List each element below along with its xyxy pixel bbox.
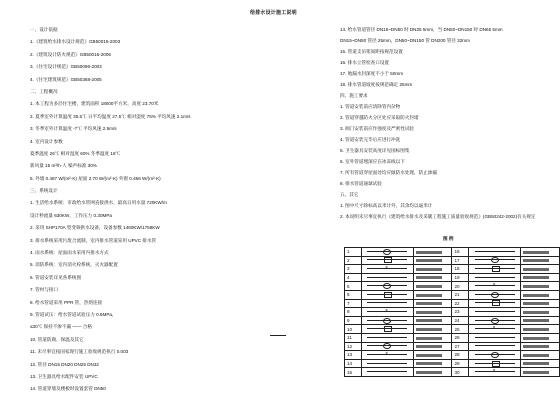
pipe-symbol-icon	[475, 343, 515, 348]
legend-symbol	[361, 351, 413, 360]
legend-description	[413, 299, 452, 308]
pipe-symbol-icon	[367, 257, 407, 262]
pipe-symbol-icon: ×	[492, 282, 496, 289]
note-line: 14. 管道穿墙及楼板时设置套管 DN50	[30, 386, 106, 392]
note-line: 2. 夏季室外计算温度 35.5℃ 日平均温度 27.5℃ 相对湿度 75% 平均风速 2.1m/s	[30, 113, 191, 119]
legend-symbol	[361, 359, 413, 368]
note-line: 3.《住宅设计规范》GB50096-2003	[30, 64, 102, 70]
note-line: 3. 阀门安装前应作强度及严密性试验	[340, 126, 415, 131]
legend-description	[413, 248, 452, 257]
legend-symbol	[469, 325, 521, 334]
note-line: 18. 排水管道坡度按规范确定 25mm	[340, 82, 413, 87]
legend-description	[413, 316, 452, 325]
legend-description	[521, 265, 560, 274]
pipe-symbol-icon	[367, 249, 407, 254]
note-line: 9. 管道试压：给水管道试验压力 0.6MPa，	[30, 311, 117, 317]
legend-description	[413, 342, 452, 351]
legend-number: 4	[345, 273, 362, 282]
pipe-symbol-icon: ×	[492, 325, 496, 332]
note-line: 8. 给水管道采用 PPR 管，热熔连接	[30, 299, 103, 305]
pipe-symbol-icon: ×	[385, 307, 389, 314]
legend-row	[345, 299, 560, 308]
legend-number: 16	[452, 248, 469, 257]
note-line: 11. 未尽事宜按国家现行施工验收规范执行 0.003	[30, 349, 129, 355]
legend-row	[345, 359, 560, 368]
legend-description	[521, 351, 560, 360]
pipe-symbol-icon	[475, 300, 515, 305]
legend-description	[413, 351, 452, 360]
pipe-symbol-icon	[475, 335, 515, 340]
legend-description	[413, 265, 452, 274]
legend-symbol	[469, 316, 521, 325]
legend-symbol	[469, 359, 521, 368]
legend-symbol	[469, 333, 521, 342]
legend-description	[521, 290, 560, 299]
note-line: 13. 卫生器具给水配件安装 UPVC	[30, 373, 98, 379]
separator-line	[270, 335, 286, 336]
note-line: 4.《住宅建筑规范》GB50368-2005	[30, 76, 102, 82]
legend-symbol	[361, 248, 413, 257]
note-line: 4. 管道安装完毕后应进行冲洗	[340, 137, 401, 142]
legend-symbol	[361, 265, 413, 274]
legend-number: 19	[452, 273, 469, 282]
left-notes-column	[30, 27, 191, 399]
legend-symbol	[469, 368, 521, 377]
note-line: 6. 管道安装详见各系统图	[30, 274, 82, 280]
legend-description	[521, 248, 560, 257]
legend-symbol	[469, 282, 521, 291]
legend-number: 15	[345, 368, 362, 377]
legend-number: 2	[345, 256, 362, 265]
legend-symbol	[361, 333, 413, 342]
legend-symbol	[469, 299, 521, 308]
legend-number: 9	[345, 316, 362, 325]
legend-number: 13	[345, 351, 362, 360]
pipe-symbol-icon	[475, 309, 515, 314]
legend-symbol	[469, 342, 521, 351]
legend-number: 5	[345, 282, 362, 291]
legend-description	[521, 308, 560, 317]
legend-description	[521, 325, 560, 334]
pipe-symbol-icon	[475, 318, 515, 323]
pipe-symbol-icon	[475, 361, 515, 366]
note-line: 1. 生活给水系统：市政给水管网直接供水，最高日用水量 720KW/m	[30, 200, 167, 206]
legend-symbol	[361, 368, 413, 377]
legend-symbol	[361, 325, 413, 334]
legend-symbol	[469, 256, 521, 265]
legend-number: 14	[345, 359, 362, 368]
legend-row	[345, 325, 560, 334]
note-line: 5. 外墙 0.487 W/(m²·K) 屋面 2.70 W/(m²·K) 外窗 0.466 W/(m²·K)	[30, 175, 161, 181]
legend-description	[413, 273, 452, 282]
legend-number: 26	[452, 333, 469, 342]
legend-symbol	[469, 265, 521, 274]
note-line: 7. 管材与接口	[30, 287, 59, 293]
legend-row	[345, 351, 560, 360]
legend-symbol	[361, 282, 413, 291]
note-line: ≤30℃ 保持不渗不漏 —— 合格	[30, 324, 92, 330]
legend-number: 29	[452, 359, 469, 368]
legend-number: 20	[452, 282, 469, 291]
pipe-symbol-icon	[367, 335, 407, 340]
note-line: 3. 冬季室外计算温度 -7℃ 平均风速 2.5m/s	[30, 126, 117, 132]
note-line: 14. 给水管道管径 DN15~DN50 时 DN25 5mm，当 DN50~DN150 时 DN65 5mm	[340, 27, 503, 32]
pipe-symbol-icon: ×	[492, 368, 496, 375]
legend-symbol	[361, 273, 413, 282]
legend-description	[413, 308, 452, 317]
note-line: 二、工程概况	[30, 88, 58, 94]
legend-row	[345, 308, 560, 317]
legend-row	[345, 256, 560, 265]
pipe-symbol-icon	[475, 275, 515, 280]
legend-row	[345, 273, 560, 282]
legend-symbol	[361, 342, 413, 351]
note-line: 四、施工要求	[340, 93, 368, 98]
legend-symbol	[469, 308, 521, 317]
legend-number: 24	[452, 316, 469, 325]
note-line: 1. 图中尺寸除标高以米计外，其余均以毫米计	[340, 203, 433, 208]
pipe-symbol-icon	[367, 283, 407, 288]
note-line: 夏季温度 26℃ 相对湿度 60% 冬季温度 18℃	[30, 150, 121, 156]
legend-row	[345, 333, 560, 342]
legend-description	[521, 299, 560, 308]
legend-description	[413, 290, 452, 299]
legend-number: 28	[452, 351, 469, 360]
legend-row	[345, 342, 560, 351]
pipe-symbol-icon	[367, 326, 407, 331]
legend-symbol	[361, 308, 413, 317]
note-line: 4. 雨水系统：屋面雨水采用内排水方式	[30, 250, 109, 256]
pipe-symbol-icon: ×	[385, 264, 389, 271]
legend-number: 7	[345, 299, 362, 308]
legend-number: 10	[345, 325, 362, 334]
legend-symbol	[469, 248, 521, 257]
legend-description	[413, 333, 452, 342]
note-line: 10. 管道防腐、保温及其它	[30, 336, 84, 342]
note-line: 设计秒流量 630KW，工作压力 0.30MPa	[30, 212, 112, 218]
pipe-symbol-icon	[475, 266, 515, 271]
legend-description	[521, 256, 560, 265]
legend-description	[413, 368, 452, 377]
legend-row	[345, 290, 560, 299]
legend-description	[521, 368, 560, 377]
note-line: DN15~DN50 管径 25mm，DN50~DN150 管 DN200 管径 32mm	[340, 38, 470, 43]
legend-number: 21	[452, 290, 469, 299]
legend-description	[521, 333, 560, 342]
pipe-symbol-icon	[367, 292, 407, 297]
note-line: 1. 管道安装前应清除管内杂物	[340, 104, 401, 109]
pipe-symbol-icon	[367, 361, 407, 366]
legend-table	[344, 247, 560, 377]
note-line: 8. 排水管道通球试验	[340, 181, 382, 186]
note-line: 3. 排水系统采用污废合流制，室内排水管道采用 UPVC 排水管	[30, 237, 157, 243]
legend-symbol	[469, 351, 521, 360]
legend-row	[345, 316, 560, 325]
legend-symbol	[361, 290, 413, 299]
note-line: 一、设计依据	[30, 27, 58, 32]
note-line: 1.《建筑给水排水设计规范》GB50015-2003	[30, 39, 121, 45]
legend-number: 3	[345, 265, 362, 274]
pipe-symbol-icon	[367, 275, 407, 280]
legend-row	[345, 368, 560, 377]
pipe-symbol-icon	[475, 257, 515, 262]
pipe-symbol-icon	[367, 300, 407, 305]
legend-row	[345, 282, 560, 291]
legend-symbol	[469, 290, 521, 299]
note-line: 2.《建筑设计防火规范》GB50016-2006	[30, 51, 111, 57]
legend-description	[521, 273, 560, 282]
note-line: 4. 室内设计参数	[30, 138, 63, 144]
pipe-symbol-icon: ×	[385, 350, 389, 357]
pipe-symbol-icon	[367, 369, 407, 374]
legend-number: 30	[452, 368, 469, 377]
legend-title: 图 例	[443, 236, 454, 241]
note-line: 2. 采用 SHP170A 型变频供水设备，设备参数 1460KW/1758KW	[30, 225, 160, 231]
legend-number: 27	[452, 342, 469, 351]
note-line: 五、其它	[340, 192, 359, 197]
legend-number: 6	[345, 290, 362, 299]
legend-number: 11	[345, 333, 362, 342]
pipe-symbol-icon	[475, 249, 515, 254]
legend-number: 12	[345, 342, 362, 351]
legend-description	[413, 325, 452, 334]
note-line: 6. 室外管道埋深应在冰冻线以下	[340, 159, 405, 164]
legend-number: 8	[345, 308, 362, 317]
right-notes-column	[340, 27, 536, 225]
legend-symbol	[469, 273, 521, 282]
pipe-symbol-icon	[367, 343, 407, 348]
note-line: 7. 所有管道穿屋面处均应做防水处理，防止渗漏	[340, 170, 437, 175]
legend-symbol	[361, 299, 413, 308]
legend-number: 17	[452, 256, 469, 265]
note-line: 5. 消防系统：室内消火栓系统，灭火器配置	[30, 262, 118, 268]
legend-number: 25	[452, 325, 469, 334]
note-line: 12. 管径 DN15 DN20 DN25 DN32	[30, 361, 99, 367]
note-line: 5. 卫生器具安装高度详见国标图集	[340, 148, 410, 153]
legend-description	[521, 359, 560, 368]
note-line: 2. 管道穿越防火分区处应采取防火封堵	[340, 115, 419, 120]
note-line: 2. 本说明未尽事宜执行《建筑给水排水及采暖工程施工质量验收规范》(GB50242-2002)有关规定	[340, 214, 536, 219]
pipe-symbol-icon	[367, 318, 407, 323]
legend-row	[345, 248, 560, 257]
legend-description	[521, 282, 560, 291]
pipe-symbol-icon	[475, 352, 515, 357]
legend-description	[413, 359, 452, 368]
note-line: 1. 本工程为多层住宅楼，建筑面积 18000平方米，高度 23.70米	[30, 101, 159, 107]
legend-number: 1	[345, 248, 362, 257]
legend-description	[413, 256, 452, 265]
note-line: 三、系统设计	[30, 188, 58, 194]
legend-description	[413, 282, 452, 291]
legend-number: 18	[452, 265, 469, 274]
legend-description	[521, 342, 560, 351]
legend-number: 23	[452, 308, 469, 317]
note-line: 15. 管道支吊架间距按规范设置	[340, 49, 403, 54]
sheet-title: 给排水设计施工说明	[250, 10, 297, 16]
legend-row	[345, 265, 560, 274]
legend-number: 22	[452, 299, 469, 308]
legend-symbol	[361, 256, 413, 265]
note-line: 新风量 15 m³/h·人 噪声标准 30%	[30, 163, 97, 169]
note-line: 16. 排水立管检查口设置	[340, 60, 390, 65]
pipe-symbol-icon	[475, 292, 515, 297]
legend-symbol	[361, 316, 413, 325]
note-line: 17. 地漏水封深度不小于 50mm	[340, 71, 404, 76]
legend-description	[521, 316, 560, 325]
